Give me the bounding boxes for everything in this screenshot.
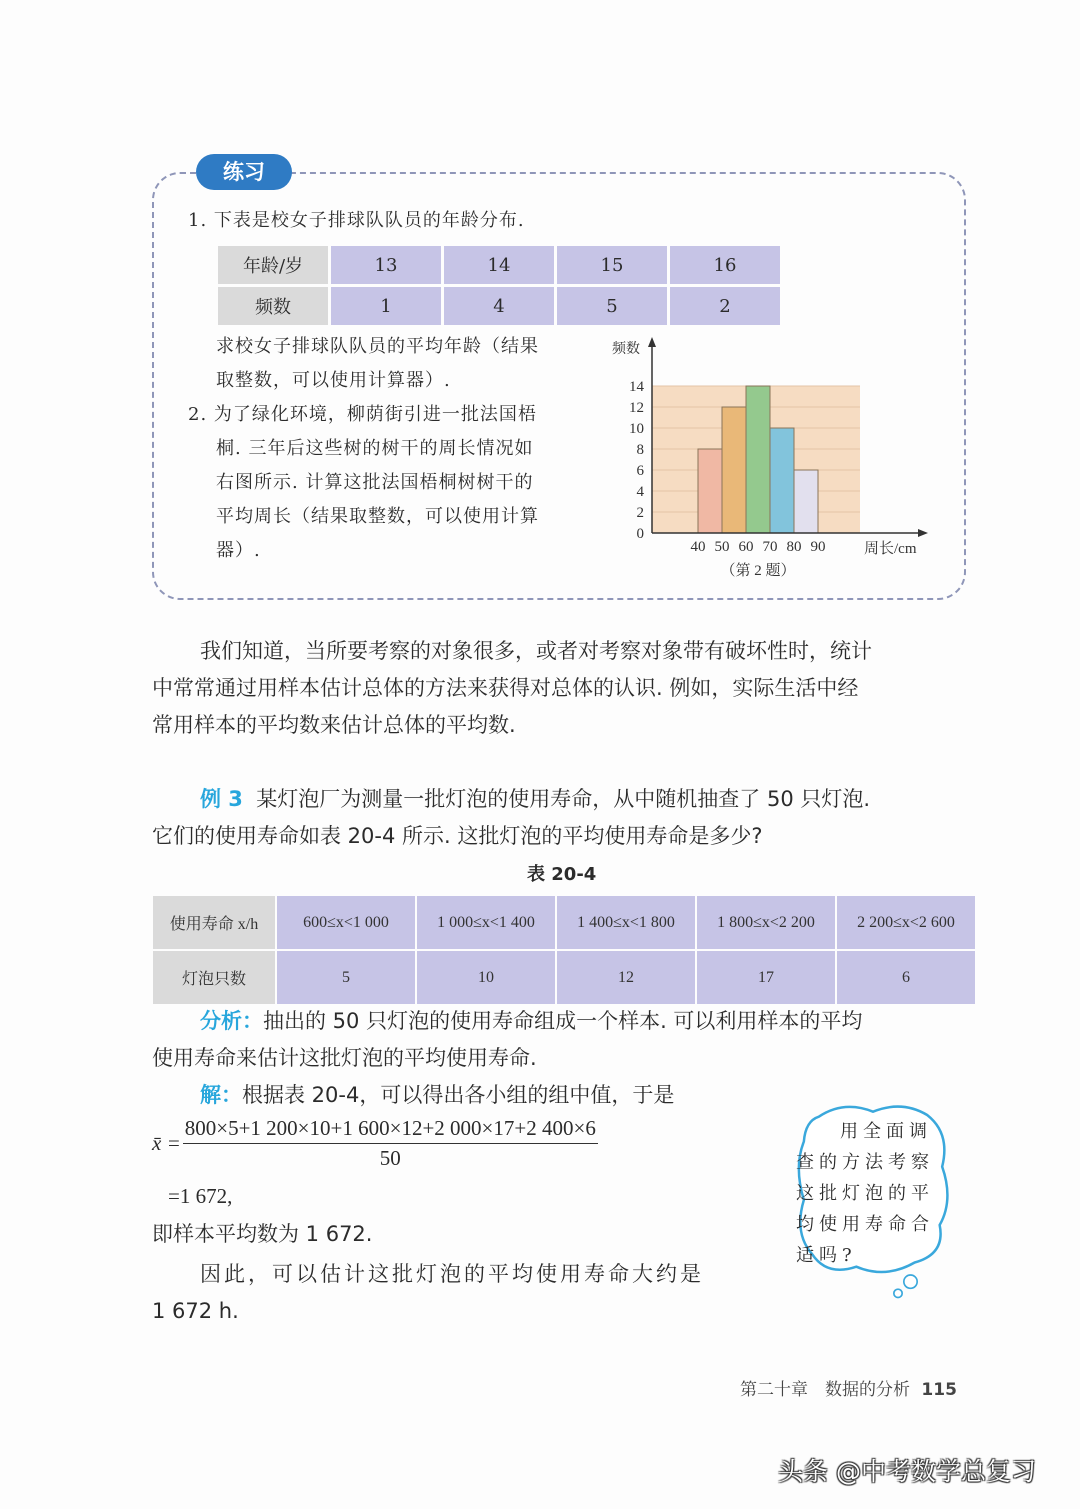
text-line: 桐. 三年后这些树的树干的周长情况如 bbox=[216, 438, 534, 459]
svg-text:80: 80 bbox=[786, 539, 802, 555]
table-cell: 10 bbox=[417, 951, 555, 1004]
table-cell: 4 bbox=[444, 287, 554, 325]
table-cell: 6 bbox=[837, 951, 975, 1004]
table-cell: 5 bbox=[277, 951, 415, 1004]
text-line: 适吗? bbox=[796, 1245, 857, 1266]
age-table bbox=[215, 243, 783, 328]
formula-result: =1 672, bbox=[168, 1184, 233, 1208]
svg-text:8: 8 bbox=[636, 442, 644, 458]
svg-text:（第 2 题）: （第 2 题） bbox=[720, 563, 796, 579]
table-cell: 1 400≤x<1 800 bbox=[557, 896, 695, 949]
svg-text:14: 14 bbox=[629, 379, 644, 395]
text-line: 平均周长（结果取整数，可以使用计算 bbox=[216, 506, 539, 527]
svg-text:0: 0 bbox=[636, 526, 644, 542]
question-1-followup bbox=[216, 330, 539, 398]
svg-text:70: 70 bbox=[762, 539, 778, 555]
formula-denominator: 50 bbox=[379, 1146, 401, 1170]
table-cell: 17 bbox=[697, 951, 835, 1004]
mean-formula bbox=[152, 1116, 598, 1171]
text-line: 中常常通过用样本估计总体的方法来获得对总体的认识. 例如，实际生活中经 bbox=[152, 676, 859, 700]
text-line: 它们的使用寿命如表 20-4 所示. 这批灯泡的平均使用寿命是多少? bbox=[152, 824, 763, 848]
text-line: 某灯泡厂为测量一批灯泡的使用寿命，从中随机抽查了 50 只灯泡. bbox=[256, 787, 871, 811]
text-line: 常用样本的平均数来估计总体的平均数. bbox=[152, 713, 516, 737]
text-line: 使用寿命来估计这批灯泡的平均使用寿命. bbox=[152, 1046, 537, 1070]
text-line: 抽出的 50 只灯泡的使用寿命组成一个样本. 可以利用样本的平均 bbox=[263, 1009, 863, 1033]
row-header: 年龄/岁 bbox=[218, 246, 328, 284]
intro-paragraph bbox=[152, 633, 972, 744]
svg-text:6: 6 bbox=[636, 463, 644, 479]
text-line: 取整数，可以使用计算器）. bbox=[216, 370, 451, 391]
analysis bbox=[152, 1003, 972, 1114]
text-line: 均使用寿命合 bbox=[796, 1214, 934, 1235]
table-title: 表 20-4 bbox=[527, 864, 597, 885]
conclusion-line-2: 1 672 h. bbox=[152, 1299, 239, 1323]
text-line: 根据表 20-4，可以得出各小组的组中值，于是 bbox=[242, 1083, 675, 1107]
row-header: 频数 bbox=[218, 287, 328, 325]
table-row bbox=[218, 246, 780, 284]
table-cell: 12 bbox=[557, 951, 695, 1004]
svg-text:4: 4 bbox=[636, 484, 644, 500]
text-line: 我们知道，当所要考察的对象很多，或者对考察对象带有破坏性时，统计 bbox=[200, 639, 872, 663]
table-row bbox=[153, 951, 975, 1004]
table-row bbox=[153, 896, 975, 949]
conclusion-line-1: 因此，可以估计这批灯泡的平均使用寿命大约是 bbox=[200, 1262, 704, 1286]
histogram-chart bbox=[600, 335, 940, 585]
watermark: 头条 @中考数学总复习 bbox=[778, 1457, 1036, 1486]
page-footer bbox=[740, 1375, 957, 1400]
page-number: 115 bbox=[921, 1380, 957, 1400]
table-cell: 15 bbox=[557, 246, 667, 284]
table-cell: 5 bbox=[557, 287, 667, 325]
table-cell: 1 bbox=[331, 287, 441, 325]
text-line: 查的方法考察 bbox=[796, 1152, 934, 1173]
formula-lhs: x̄ = bbox=[152, 1131, 181, 1155]
row-header: 灯泡只数 bbox=[153, 951, 275, 1004]
row-header: 使用寿命 x/h bbox=[153, 896, 275, 949]
svg-text:50: 50 bbox=[714, 539, 730, 555]
example-3 bbox=[152, 781, 972, 855]
exercise-badge: 练习 bbox=[196, 154, 292, 190]
svg-text:2: 2 bbox=[636, 505, 644, 521]
text-line: 2. 为了绿化环境，柳荫街引进一批法国梧 bbox=[188, 404, 537, 425]
table-cell: 13 bbox=[331, 246, 441, 284]
table-cell: 2 bbox=[670, 287, 780, 325]
table-cell: 2 200≤x<2 600 bbox=[837, 896, 975, 949]
table-row bbox=[218, 287, 780, 325]
sample-mean-text: 即样本平均数为 1 672. bbox=[152, 1222, 373, 1246]
text-line: 器）. bbox=[216, 540, 261, 561]
table-cell: 600≤x<1 000 bbox=[277, 896, 415, 949]
chapter-title: 第二十章 数据的分析 bbox=[740, 1380, 910, 1400]
table-cell: 14 bbox=[444, 246, 554, 284]
svg-text:60: 60 bbox=[738, 539, 754, 555]
svg-text:12: 12 bbox=[629, 400, 644, 416]
table-cell: 1 800≤x<2 200 bbox=[697, 896, 835, 949]
formula-numerator: 800×5+1 200×10+1 600×12+2 000×17+2 400×6 bbox=[183, 1116, 598, 1144]
analysis-label: 分析： bbox=[200, 1009, 263, 1033]
question-2-text bbox=[188, 398, 539, 568]
text-line: 这批灯泡的平 bbox=[796, 1183, 934, 1204]
lifetime-table bbox=[151, 894, 977, 1006]
svg-text:10: 10 bbox=[629, 421, 644, 437]
histogram-svg bbox=[600, 335, 940, 585]
example-label: 例 3 bbox=[200, 787, 243, 811]
question-1-text: 1. 下表是校女子排球队队员的年龄分布. bbox=[188, 210, 525, 231]
thought-bubble-text bbox=[796, 1116, 942, 1271]
svg-text:频数: 频数 bbox=[612, 342, 640, 357]
text-line: 用全面调 bbox=[840, 1121, 932, 1142]
svg-text:40: 40 bbox=[690, 539, 706, 555]
solution-label: 解： bbox=[200, 1083, 242, 1107]
table-cell: 1 000≤x<1 400 bbox=[417, 896, 555, 949]
svg-text:周长/cm: 周长/cm bbox=[864, 541, 917, 557]
svg-text:90: 90 bbox=[810, 539, 826, 555]
text-line: 求校女子排球队队员的平均年龄（结果 bbox=[216, 336, 539, 357]
text-line: 右图所示. 计算这批法国梧桐树树干的 bbox=[216, 472, 534, 493]
table-cell: 16 bbox=[670, 246, 780, 284]
